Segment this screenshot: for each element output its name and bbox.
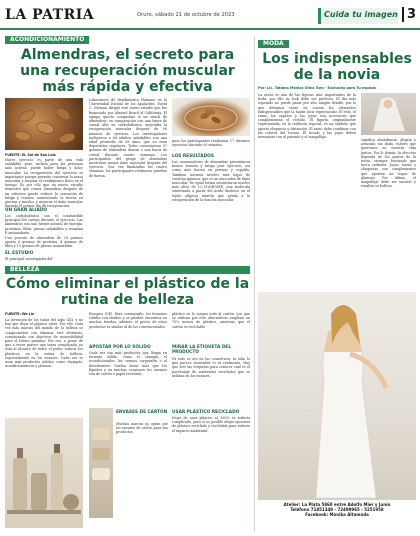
soap-icon [89,408,113,518]
almonds-icon [5,98,83,150]
cosmetics-photo [5,418,83,528]
plastic-col1: La invención de los tubos del siglo XXI, y no hay que dejar el plástico atrás. Por ello, cada vez más marcas del mundo de la belleza se comprometen con eliminar este elemento, comenzando con objetivos de sostenibilidad para el futuro próximo. Por eso, a pesar de que a veces parece una tarea complicada, ya está al alcance de todos el poder reducir los plásticos en la rutina de belleza, especialmente en los envases. Cada vez se usan más productos sólidos, como champús, acondicionadores y jabones. [5,318,83,369]
section-tag-acondicionamiento: ACONDICIONAMIENTO [5,36,89,44]
bride-figure-icon [258,292,416,500]
almonds-col1: Hacer ejercicio es parte de una vida saludable, pero, incluso para las personas más activas, puede haber fatiga y dolor muscular. La recuperación del ejercicio es importante porque permite conservar la masa muscular y mejorar el rendimiento físico en el tiempo. Es por ello que un nuevo estudio demostró que comer almendras después de un esfuerzo puede reducir la sensación de fatiga y tensión, aumentando la fuerza en piernas y muslos, y mejorar el daño muscular durante el primer día de recuperación. [5,158,83,209]
fashion-col2: significa abundancia, alegría y armonía; sin duda, valores que queremos en nuestra vida juntos. Por lo demás, la elección depende de los gustos de la novia, siempre buscando que luzca radiante. Joyas, tiaras y chaquetas son complementos que aportan un toque de glamour. Por último, el maquillaje debe ser natural y resaltar su belleza. [361,138,416,189]
almonds-col2: Laboratorio de Rendimiento Humano en la Universidad Estatal de los Apalaches, David C. Nieman, dirigió este nuevo estudio que fue financiado por Almond Board of California. El equipo quería comprobar si un snack de almendras, en comparación con una barra de cereal alta en carbohidratos, mejoraba la recuperación muscular después de 90 minutos de ejercicio. Los investigadores incluyeron a 64 adultos saludables con una edad promedio de 38 años, que no eran deportistas regulares. Todos consumieron 57 gramos de almendras diarias o una barra de cereal durante cuatro semanas. Los participantes del grupo de almendras mostraron menor daño muscular después del ejercicio. Una vez finalizadas las cuatro semanas, los participantes realizaron pruebas de fuerza. [89,98,167,178]
almonds-col1c: Una porción de almendras de 28 gramos aporta 6 gramos de proteína, 4 gramos de fibra y 13 gramos de grasas insaturadas. [5,236,83,249]
photo-credit: Atelier: La Plata 5860 entre Adolfo Mier y Junín Teléfono 71851349 - 72499965 - 5251958 Facebook: Monika Altamoda [283,502,391,517]
fashion-byline: Por: Lic. Tatiana Mónica Oliva Toro - Exclusivo para Tu espacio [258,86,377,90]
page-header [0,0,420,30]
almonds-bowl-photo [172,98,250,136]
soap-bars-photo [89,408,113,518]
plastic-col3c: Dejar de usar plástico al 100% es todavía complicado, pero sí es posible elegir opciones de plástico reciclado y reciclable para reducir el impacto ambiental. [172,416,250,433]
plastic-col3: plástico se lo juegan todo al cartón. Los que se utilizan por este alternativas emplean un 75% menos de plástico, mientras que el cartón es reciclable. [172,312,250,329]
section-tag-belleza: BELLEZA [5,266,250,274]
almonds-source: FUENTE: EL Sol de San Luis [5,153,56,157]
page-number: 3 [402,7,416,22]
almonds-headline: Almendras, el secreto para una recuperación muscular más rápida y efectiva [20,47,235,95]
issue-date: Oruro, sábado 21 de octubre de 2023 [137,12,235,18]
bride-thumbnail [361,93,416,135]
plastic-subhead-reciclado: USAR PLÁSTICO RECICLADO [172,410,240,415]
almonds-subhead-estudio: EL ESTUDIO [5,251,34,256]
almonds-subhead-resultados: LOS RESULTADOS [172,154,214,159]
plastic-headline: Cómo eliminar el plástico de la rutina de belleza [5,276,250,308]
almonds-col1d: El principal investigador del [5,257,53,261]
header-rule [0,28,420,30]
column-divider [254,36,255,532]
plastic-col2c: Muchas marcas ya optan por los envases de cartón para sus productos. [116,422,168,435]
almonds-subhead-aliado: UN GRAN ALIADO [5,208,48,213]
section-tag-moda: MODA [258,40,289,48]
almonds-col1b: Los carbohidratos son el combustible principal del cuerpo durante el ejercicio. Las almendras son una fuente natural de energía, proteínas, fibra, grasas saludables y vitamina E antioxidante. [5,214,83,235]
almond-bowl-icon [172,98,250,136]
masthead: LA PATRIA [5,7,95,23]
section-title: Cuida tu imagen [324,10,398,19]
plastic-source: FUENTE: We Lin [5,312,35,316]
almonds-photo [5,98,83,150]
plastic-col2b: Cada vez son más productos que llegan en formato sólido, como el champú, el acondicionador, las cremas corporales o el desodorante. Suelen durar más que los líquidos y en muchas ocasiones los envases son de cartón o papel reciclado. [89,351,167,377]
plastic-subhead-solido: APOSTAR POR LO SÓLIDO [89,345,151,350]
plastic-col3b: Ni todo es oro en los cosméticos, ni todo lo que parece sostenible lo es realmente. Hay que leer las etiquetas para conocer cuál es el porcentaje de materiales reciclados que se utilizan en los envases. [172,357,250,378]
cosmetic-bottles-icon [5,418,83,528]
plastic-col2: Europea (UE). Para conseguirlo, los formatos sólidos son ideales y se pueden encontrar en muchas tiendas; además, el precio de estos productos es similar al de los convencionales. [89,312,167,329]
fashion-col1: La novia es una de las figuras más importantes de la boda, por ello su look debe ser perfecto. El día más esperado no puede pasar por alto ningún detalle, por lo que debemos tener en cuenta los elementos indispensables que la harán lucir espectacular. El velo, el ramo, los zapatos y las joyas son accesorios que complementan el vestido. El figurín, originalmente representado en la tradición nupcial, es un símbolo que aporta elegancia y distinción. El ramo debe combinar con los colores del evento. El tocado y las joyas deben armonizar con el peinado y el maquillaje. [258,93,356,140]
fashion-headline: Los indispensables de la novia [262,51,412,83]
plastic-subhead-etiqueta: MIRAR LA ETIQUETA DEL PRODUCTO [172,345,232,355]
plastic-subhead-carton: ENVASES DE CARTÓN [116,410,168,415]
bride-photo [258,292,416,500]
almonds-col3b: Los consumidores de almendras presentaron menos tensión y fatiga post ejercicio, así como más fuerza en piernas y espalda. Tambien notaron niveles más bajos de creatina quinasa, que es un marcador de daño muscular. De igual forma encontraron niveles más altos de 12,13-diHOME, una molécula sintetizada a partir del ácido linoleico en el tejido adiposo marrón que ayuda a la recuperación de la función muscular. [172,160,250,202]
almonds-col3: paso los participantes realizaron 17 distintos ejercicios durante 90 minutos. [172,139,250,148]
veil-icon [361,93,416,135]
